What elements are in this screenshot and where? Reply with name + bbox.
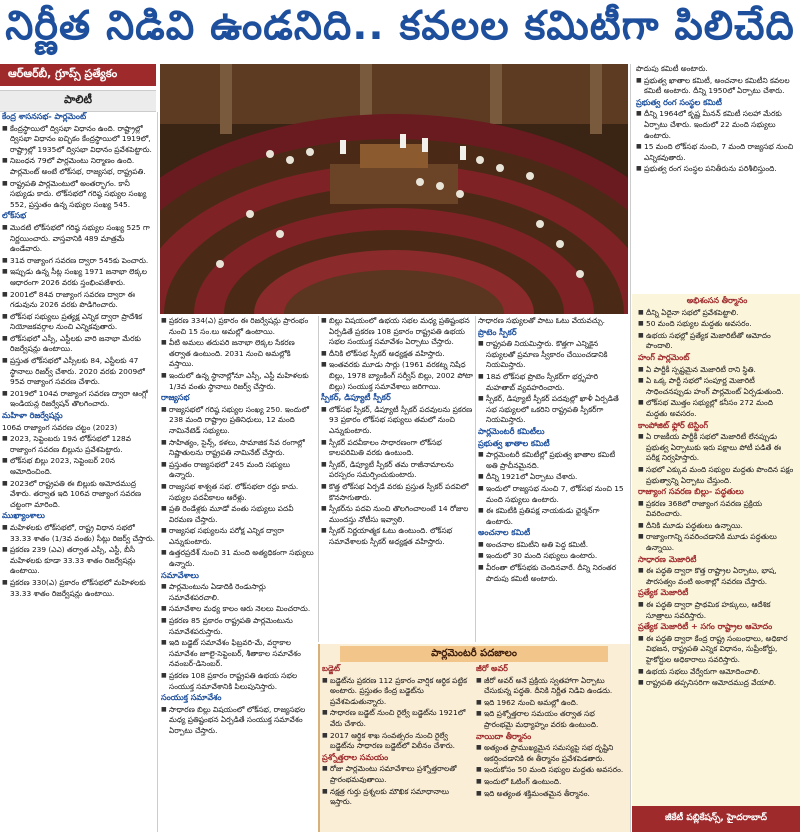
col2-para: ■ ప్రస్తుతం రాజ్యసభలో 245 మంది సభ్యులు ఉన్నారు. [161, 460, 316, 481]
col4-heading-2b: ప్రభుత్వ ఖాతాల కమిటీ [478, 438, 550, 448]
col4-heading-3: అంచనాల కమిటీ [478, 528, 531, 538]
col1-para: ■ లోక్‌సభ బిల్లు 2023, సెప్టెంబర్ 20న ఆమోదించింది. [2, 456, 156, 477]
col3-para: ■ దీనికి లోక్‌సభ స్పీకర్ అధ్యక్షత వహిస్తారు. [321, 349, 473, 360]
col3-para: ■ లోక్‌సభ స్పీకర్, డిప్యూటీ స్పీకర్ పదవులను ప్రకరణ 93 ప్రకారం లోక్‌సభ సభ్యులు తమలో నుంచి ఎన్నుకుంటారు. [321, 405, 473, 437]
col1-heading-4: ముఖ్యాంశాలు [2, 511, 45, 521]
col5-para: ■ 15 మంది లోక్‌సభ నుంచి, 7 మంది రాజ్యసభ నుంచి ఎన్నికవుతారు. [636, 142, 798, 163]
sidebar-para: ■ ఈ పద్ధతి ద్వారా ప్రాథమిక హక్కులు, ఆదేశిక సూత్రాలు సవరిస్తారు. [638, 600, 796, 621]
col1-para: ■ 2023లో రాష్ట్రపతి ఈ బిల్లుకు ఆమోదముద్ర వేశారు. తర్వాత ఇది 106వ రాజ్యాంగ సవరణ చట్టంగా మారింది. [2, 479, 156, 511]
col1-heading-1: కేంద్ర శాసనసభ- పార్లమెంట్ [2, 112, 87, 121]
col3-heading: స్పీకర్, డిప్యూటీ స్పీకర్ [321, 393, 391, 403]
col3-para: ■ స్పీకర్ నిర్ణయాత్మక ఓటు ఉంటుంది. లోక్‌సభ సమావేశాలకు స్పీకర్ అధ్యక్షత వహిస్తారు. [321, 526, 473, 547]
glossary-heading: ప్రశ్నోత్తరాల సమయం [322, 752, 389, 762]
sidebar-para: ■ రాజ్యాంగాన్ని సవరించడానికి మూడు పద్ధతులు ఉన్నాయి. [638, 532, 796, 553]
col1-heading-3: మహిళా రిజర్వేషన్లు [2, 411, 63, 421]
col4-heading-2: పార్లమెంటరీ కమిటీలు [478, 426, 545, 436]
col1-para: ■ 2001లో 84వ రాజ్యాంగ సవరణ ద్వారా ఈ గడువును 2026 వరకు పొడిగించారు. [2, 290, 156, 311]
column-5 [636, 64, 798, 292]
col1-para: ■ ప్రస్తుత లోక్‌సభలో ఎస్సీలకు 84, ఎస్టీలకు 47 స్థానాలు రిజర్వ్ చేశారు. 2020 వరకు 2009లో 95వ రాజ్యాంగ సవరణ చేశారు. [2, 356, 156, 388]
sidebar-para: ■ సభలో ఎక్కువ మంది సభ్యుల మద్దతు పొందిన పక్షం ప్రభుత్వాన్ని ఏర్పాటు చేస్తుంది. [638, 465, 796, 486]
col1-para: ■ మొదటి లోక్‌సభలో గరిష్ఠ సభ్యుల సంఖ్య 525 గా నిర్ణయించారు. వాస్తవానికి 489 మాత్రమే ఉండేవారు. [2, 223, 156, 255]
page-headline: నిర్ణీత నిడివి ఉండనిది.. కవలల కమిటీగా పిలిచేది [5, 3, 795, 49]
col2-heading: రాజ్యసభ [161, 393, 190, 403]
glossary-para: ■ ఇందులో ఓటింగ్ ఉంటుంది. [476, 777, 626, 788]
col2-para: ■ పార్లమెంటును ఏడాదికి రెండుసార్లు సమావేశపరచాలి. [161, 582, 316, 603]
col2-para: ■ ఇది బడ్జెట్ సమావేశం ఫిబ్రవరి-మే, వర్షాకాల సమావేశం జూలై-సెప్టెంబర్, శీతాకాల సమావేశం నవంబర్-డిసెంబర్. [161, 638, 316, 670]
glossary-para: ■ సాధారణ బడ్జెట్ నుంచి రైల్వే బడ్జెట్‌ను 1921లో వేరు చేశారు. [322, 708, 472, 729]
sidebar-para: ■ ఈ పద్ధతి ద్వారా కొత్త రాష్ట్రాల ఏర్పాటు, భాష, పౌరసత్వం వంటి అంశాల్లో సవరణ చేస్తారు. [638, 566, 796, 587]
col1-para: ■ మహిళలకు లోక్‌సభలో, రాష్ట్ర విధాన సభలో 33.33 శాతం (1/3వ వంతు) సీట్లు రిజర్వ్ చేస్తారు. [2, 523, 156, 544]
col2-para: ■ రాజ్యసభ శాశ్వత సభ. లోక్‌సభలా రద్దు కాదు. సభ్యుల పదవీకాలం ఆరేళ్లు. [161, 482, 316, 503]
col4-para: ■ అంచనాల కమిటీని అతి పెద్ద కమిటీ. [478, 540, 628, 551]
col5-para: ■ ప్రభుత్వ రంగ సంస్థల పనితీరును పరిశీలిస్తుంది. [636, 164, 798, 175]
sidebar-heading: అభిశంసన తీర్మానం [686, 296, 748, 305]
glossary-para: ■ నక్షత్ర గుర్తు ప్రశ్నలకు మౌఖిక సమాధానాలు ఇస్తారు. [322, 787, 472, 808]
col1-para: ■ ప్రకరణ 330(ఎ) ప్రకారం లోక్‌సభలో మహిళలకు 33.33 శాతం రిజర్వేషన్లు ఉంటాయి. [2, 578, 156, 599]
col3-para: ■ స్పీకర్, డిప్యూటీ స్పీకర్ తమ రాజీనామాలను పరస్పరం సమర్పించుకుంటారు. [321, 460, 473, 481]
sidebar-para: ■ ఏ రాజకీయ పార్టీకీ సభలో మెజారిటీ లేనప్పుడు ప్రభుత్వ ఏర్పాటుకు ఇరు పక్షాలు పోటీ పడితే ఈ పరీక్ష నిర్వహిస్తారు. [638, 432, 796, 464]
column-1 [2, 112, 156, 832]
col5-para: ■ ప్రభుత్వ ఖాతాల కమిటీ, అంచనాల కమిటీని కవలల కమిటీ అంటారు. దీన్ని 1950లో ఏర్పాటు చేశారు. [636, 76, 798, 97]
col2-para: ■ సమావేశాల మధ్య కాలం ఆరు నెలలు మించరాదు. [161, 604, 316, 615]
col3-para: ■ స్పీకర్‌ను పదవి నుంచి తొలగించాలంటే 14 రోజుల ముందస్తు నోటీసు ఇవ్వాలి. [321, 504, 473, 525]
glossary-heading: బడ్జెట్ [322, 664, 341, 673]
col1-heading-2: లోక్‌సభ [2, 211, 27, 221]
col5-para: పొదుపు కమిటీ అంటారు. [636, 64, 708, 73]
col2-para: ■ వీటి అమలు తదుపరి జనాభా లెక్కల సేకరణ తర్వాత ఉంటుంది. 2031 నుంచి అమల్లోకి వస్తాయి. [161, 338, 316, 370]
glossary-para: ■ అత్యంత ప్రాముఖ్యమైన సమస్యపై సభ దృష్టిని ఆకర్షించడానికి ఈ తీర్మానం ప్రవేశపెడతారు. [476, 743, 626, 764]
sidebar-heading: హంగ్ పార్లమెంట్ [638, 352, 690, 362]
column-2 [161, 316, 316, 832]
col4-para: ■ ఇందులో రాజ్యసభ నుంచి 7, లోక్‌సభ నుంచి 15 మంది సభ్యులు ఉంటారు. [478, 484, 628, 505]
glossary-left [322, 664, 472, 832]
col2-para: ■ సాహిత్యం, సైన్స్, కళలు, సామాజిక సేవ రంగాల్లో నిష్ణాతులను రాష్ట్రపతి నామినేట్ చేస్తారు. [161, 438, 316, 459]
col1-para: ■ కేంద్రస్థాయిలో ద్విసభా విధానం ఉంది. రాష్ట్రాల్లో ద్విసభా విధానం ఐచ్ఛికం కేంద్రస్థాయిలో 1919లో, రాష్ట్రాల్లో 1935లో ద్విసభా విధానం ప్రవేశపెట్టారు. [2, 124, 156, 156]
col2-para: ■ ప్రకరణ 85 ప్రకారం రాష్ట్రపతి పార్లమెంటును సమావేశపరుస్తారు. [161, 616, 316, 637]
col1-para: ■ నిబంధన 79లో పార్లమెంటు నిర్మాణం ఉంది. పార్లమెంట్ అంటే లోక్‌సభ, రాజ్యసభ, రాష్ట్రపతి. [2, 156, 156, 177]
col2-heading-2: సమావేశాలు [161, 570, 199, 580]
col2-heading-3: సంయుక్త సమావేశం [161, 693, 222, 703]
sidebar-para: ■ ఈ పద్ధతి ద్వారా కేంద్ర రాష్ట్ర సంబంధాలు, అధికార విభజన, రాష్ట్రపతి ఎన్నిక విధానం, సుప్రీంకోర్టు, హైకోర్టుల అధికారాలు సవరిస్తారు. [638, 634, 796, 666]
publisher-credit: జీకేటీ పబ్లికేషన్స్, హైదరాబాద్ [632, 806, 800, 832]
col2-para: ■ సాధారణ బిల్లు విషయంలో లోక్‌సభ, రాజ్యసభల మధ్య ప్రతిష్టంభన ఏర్పడితే సంయుక్త సమావేశం ఏర్పాటు చేస్తారు. [161, 705, 316, 737]
col2-para: ■ ప్రతి రెండేళ్లకు మూడో వంతు సభ్యులు పదవీ విరమణ చేస్తారు. [161, 504, 316, 525]
sidebar-heading: ప్రత్యేక మెజారిటీ + సగం రాష్ట్రాల ఆమోదం [638, 622, 773, 632]
col4-para: ■ స్పీకర్, డిప్యూటీ స్పీకర్ పదవుల్లో ఖాళీ ఏర్పడితే సభ సభ్యులలో ఒకరిని రాష్ట్రపతి స్పీకర్‌గా నియమిస్తారు. [478, 394, 628, 426]
col3-para: ■ ఇంతవరకు మూడు సార్లు (1961 వరకట్న నిషేధ బిల్లు, 1978 బ్యాంకింగ్ సర్వీస్ బిల్లు, 2002 పోటా బిల్లు) సంయుక్త సమావేశాలు జరిగాయి. [321, 360, 473, 392]
col5-para: ■ దీన్ని 1964లో కృష్ణ మీనన్ కమిటీ సలహా మేరకు ఏర్పాటు చేశారు. ఇందులో 22 మంది సభ్యులు ఉంటారు. [636, 109, 798, 141]
glossary-para: ■ జీరో అవర్ అనే ప్రక్రియ స్వతహాగా ఏర్పాటు చేసుకున్న పద్ధతి. దీనికి నిర్ణీత నిడివి ఉండదు. [476, 676, 626, 697]
col2-para: ■ ఉత్తరప్రదేశ్ నుంచి 31 మంది అత్యధికంగా సభ్యులు ఉన్నారు. [161, 548, 316, 569]
sidebar-para: ■ దీనికి మూడు పద్ధతులు ఉన్నాయి. [638, 521, 796, 532]
col1-para: ■ 2019లో 104వ రాజ్యాంగ సవరణ ద్వారా ఆంగ్లో ఇండియన్ల రిజర్వేషన్ తొలగించారు. [2, 389, 156, 410]
col4-para: ■ వీరంతా లోక్‌సభకు చెందినవారే. దీన్ని నిరంతర పొదుపు కమిటీ అంటారు. [478, 563, 628, 584]
col4-para: ■ ఇందులో 30 మంది సభ్యులు ఉంటారు. [478, 551, 628, 562]
col2-para: ■ రాజ్యసభలో గరిష్ఠ సభ్యుల సంఖ్య 250. ఇందులో 238 మంది రాష్ట్రాల ప్రతినిధులు, 12 మంది నామినేటెడ్ సభ్యులు. [161, 405, 316, 437]
col5-heading: ప్రభుత్వ రంగ సంస్థల కమిటీ [636, 97, 722, 107]
sidebar-para: ■ ఏ ఒక్క పార్టీ సభలో సంపూర్ణ మెజారిటీ సాధించనప్పుడు హంగ్ పార్లమెంట్ ఏర్పడుతుంది. [638, 376, 796, 397]
col4-para: ■ దీన్ని 1921లో ఏర్పాటు చేశారు. [478, 472, 628, 483]
col1-para: 106వ రాజ్యాంగ సవరణ చట్టం (2023) [2, 422, 118, 432]
sidebar-para: ■ ఏ పార్టీకీ స్పష్టమైన మెజారిటీ రాని స్థితి. [638, 365, 796, 376]
sidebar-para: ■ లోక్‌సభ మొత్తం సభ్యుల్లో కనీసం 272 మంది మద్దతు అవసరం. [638, 398, 796, 419]
sidebar-para: ■ ఉభయ సభలు వేర్వేరుగా ఆమోదించాలి. [638, 667, 796, 678]
sidebar-heading: రాజ్యాంగ సవరణ బిల్లు- పద్ధతులు [638, 487, 744, 497]
col1-para: ■ రాష్ట్రపతి పార్లమెంటులో అంతర్భాగం. కానీ సభ్యుడు కాదు. లోక్‌సభలో గరిష్ఠ సభ్యుల సంఖ్య 552, ప్రస్తుతం ఉన్న సభ్యుల సంఖ్య 545. [2, 179, 156, 211]
glossary-para: ■ ఇది ప్రశ్నోత్తరాల సమయం తర్వాత సభ ప్రారంభమై మధ్యాహ్నం వరకు ఉంటుంది. [476, 709, 626, 730]
col2-para: ■ ఇందులో ఉన్న స్థానాల్లోనూ ఎస్సీ, ఎస్టీ మహిళలకు 1/3వ వంతు స్థానాలు రిజర్వ్ చేస్తారు. [161, 371, 316, 392]
sidebar-para: ■ 50 మంది సభ్యుల మద్దతు అవసరం. [638, 319, 796, 330]
col3-para: ■ బిల్లు విషయంలో ఉభయ సభల మధ్య ప్రతిష్టంభన ఏర్పడితే ప్రకరణ 108 ప్రకారం రాష్ట్రపతి ఉభయ సభల సంయుక్త సమావేశం ఏర్పాటు చేస్తారు. [321, 316, 473, 348]
col3-para: ■ కొత్త లోక్‌సభ ఏర్పడే వరకు ప్రస్తుత స్పీకర్ పదవిలో కొనసాగుతారు. [321, 482, 473, 503]
byline: ఆర్‌ఆర్‌బీ, గ్రూప్స్ ప్రత్యేకం [0, 64, 156, 86]
column-4 [478, 316, 628, 642]
sidebar-heading: సాధారణ మెజారిటీ [638, 554, 697, 564]
glossary-box-title: పార్లమెంటరీ పదజాలం [340, 646, 608, 662]
sidebar-para: ■ ఉభయ సభల్లో ప్రత్యేక మెజారిటీతో ఆమోదం పొందాలి. [638, 331, 796, 352]
glossary-para: ■ ఇది 1962 నుంచి అమల్లో ఉంది. [476, 698, 626, 709]
sidebar-heading: కాంపోజిట్ ఫ్లోర్ టెస్టింగ్ [638, 420, 709, 430]
col1-para: ■ 31వ రాజ్యాంగ సవరణ ద్వారా 545కు పెంచారు. [2, 256, 156, 267]
col1-para: ■ లోక్‌సభ సభ్యులు ప్రత్యక్ష ఎన్నిక ద్వారా ప్రాదేశిక నియోజకవర్గాల నుంచి ఎన్నికవుతారు. [2, 312, 156, 333]
col4-heading: ప్రొటెం స్పీకర్ [478, 327, 517, 337]
col1-para: ■ ప్రకరణ 239 (ఎఎ) తర్వాత ఎస్సీ, ఎస్టీ, బీసీ మహిళలకు కూడా 33.33 శాతం రిజర్వేషన్లు ఉంటాయి. [2, 545, 156, 577]
sidebar-para: ■ రాష్ట్రపతి తప్పనిసరిగా ఆమోదముద్ర వేయాలి. [638, 678, 796, 689]
col4-para: ■ రాష్ట్రపతి నియమిస్తారు. కొత్తగా ఎన్నికైన సభ్యులతో ప్రమాణ స్వీకారం చేయించడానికి నియమిస్తారు. [478, 339, 628, 371]
col4-para: ■ 18వ లోక్‌సభ ప్రొటెం స్పీకర్‌గా భర్తృహరి మహతాబ్ వ్యవహరించారు. [478, 372, 628, 393]
parliament-chamber-photo [160, 64, 628, 314]
chamber-illustration [160, 64, 628, 314]
glossary-right [476, 664, 626, 832]
col2-para: ■ ప్రకరణ 334(ఎ) ప్రకారం ఈ రిజర్వేషన్లు ప్రారంభం నుంచి 15 సం.లు అమల్లో ఉంటాయి. [161, 316, 316, 337]
col4-para: ■ ఈ కమిటీకి ప్రతిపక్ష నాయకుడు ఛైర్మన్‌గా ఉంటారు. [478, 506, 628, 527]
col3-para: ■ స్పీకర్ పదవీకాలం సాధారణంగా లోక్‌సభ కాలపరిమితి వరకు ఉంటుంది. [321, 438, 473, 459]
column-3 [321, 316, 473, 642]
glossary-para: ■ ఇది అత్యంత శక్తిమంతమైన తీర్మానం. [476, 789, 626, 800]
right-sidebar-text [638, 296, 796, 804]
glossary-heading: వాయిదా తీర్మానం [476, 731, 532, 741]
col2-para: ■ ప్రకరణ 108 ప్రకారం రాష్ట్రపతి ఉభయ సభల సంయుక్త సమావేశానికి పిలుపునిస్తారు. [161, 671, 316, 692]
sidebar-heading: ప్రత్యేక మెజారిటీ [638, 588, 689, 598]
col2-para: ■ రాజ్యసభ సభ్యులను పరోక్ష ఎన్నిక ద్వారా ఎన్నుకుంటారు. [161, 526, 316, 547]
sidebar-para: ■ దీన్ని ఏదైనా సభలో ప్రవేశపెట్టాలి. [638, 308, 796, 319]
col1-para: ■ లోక్‌సభలో ఎస్సీ, ఎస్టీలకు వారి జనాభా మేరకు రిజర్వేషన్లు ఉంటాయి. [2, 334, 156, 355]
col1-para: ■ ఇప్పుడు ఉన్న సీట్ల సంఖ్య 1971 జనాభా లెక్కల ఆధారంగా 2026 వరకు స్తంభింపజేశారు. [2, 267, 156, 288]
section-tag: పాలిటీ [0, 90, 156, 112]
col4-para: సాధారణ సభ్యులతో పాటు ఓటు వేయవచ్చు. [478, 316, 605, 325]
glossary-para: ■ ఇందుకోసం 50 మంది సభ్యుల మద్దతు అవసరం. [476, 765, 626, 776]
glossary-para: ■ 2017 ఆర్థిక శాఖ సంవత్సరం నుంచి రైల్వే బడ్జెట్‌ను సాధారణ బడ్జెట్‌లో విలీనం చేశారు. [322, 731, 472, 752]
col4-para: ■ పార్లమెంటరీ కమిటీల్లో ప్రభుత్వ ఖాతాల కమిటీ అతి ప్రాచీనమైనది. [478, 450, 628, 471]
glossary-para: ■ బడ్జెట్‌ను ప్రకరణ 112 ప్రకారం వార్షిక ఆర్థిక పట్టిక అంటారు. ప్రస్తుతం కేంద్ర బడ్జెట్‌ను ప్రవేశపెడుతున్నారు. [322, 676, 472, 708]
col1-para: ■ 2023, సెప్టెంబరు 19న లోక్‌సభలో 128వ రాజ్యాంగ సవరణ బిల్లును ప్రవేశపెట్టారు. [2, 434, 156, 455]
sidebar-para: ■ ప్రకరణ 368లో రాజ్యాంగ సవరణ ప్రక్రియ వివరించారు. [638, 499, 796, 520]
glossary-para: ■ రోజు పార్లమెంటు సమావేశాలు ప్రశ్నోత్తరాలతో ప్రారంభమవుతాయి. [322, 764, 472, 785]
glossary-heading: జీరో అవర్ [476, 664, 508, 673]
